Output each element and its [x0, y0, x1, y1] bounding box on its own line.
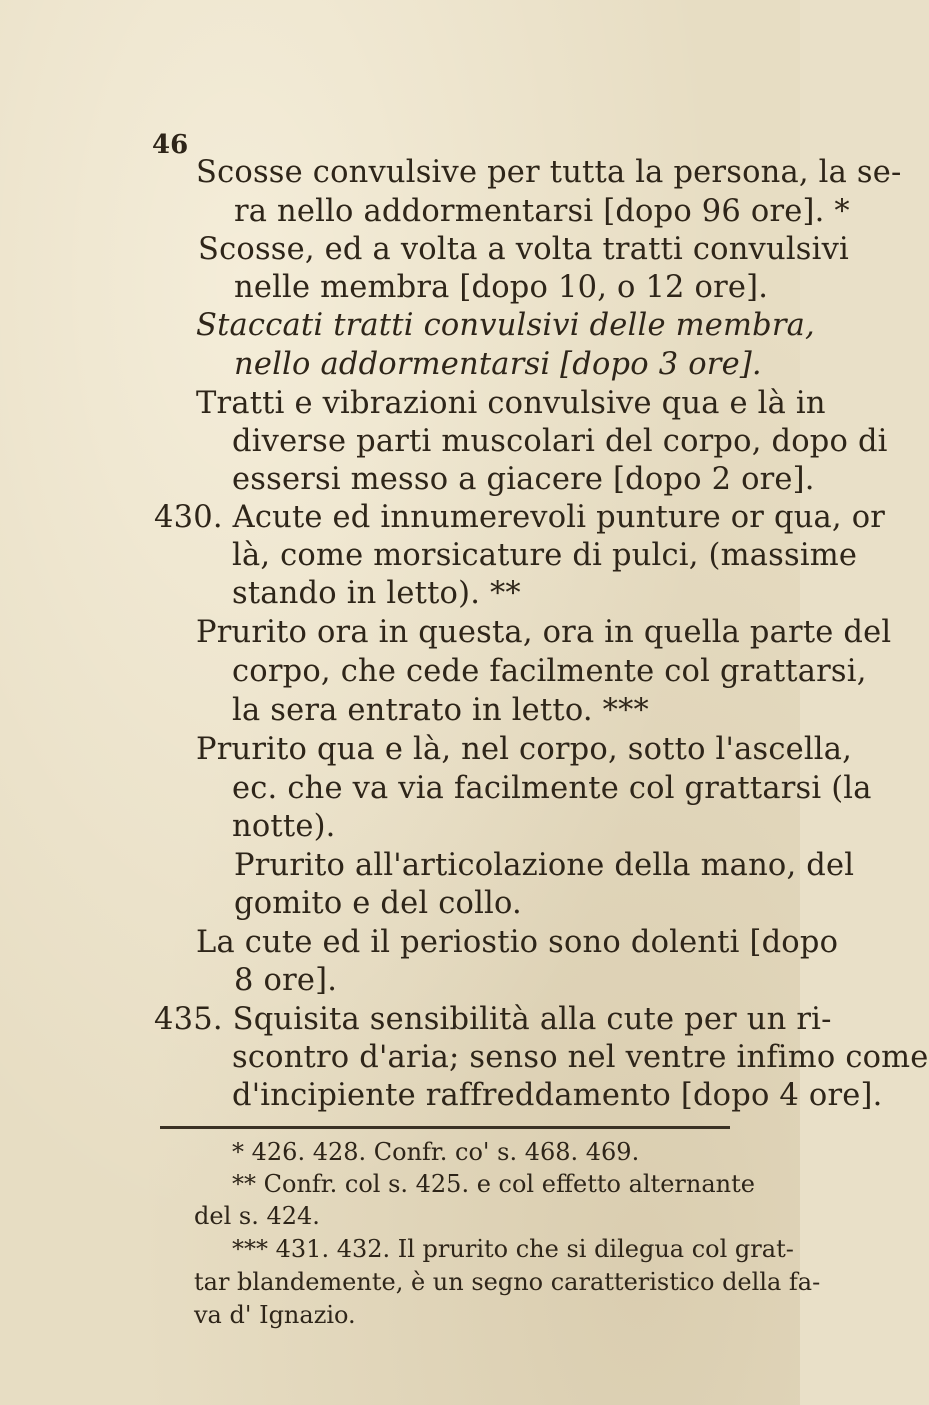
text-line-19: Prurito all'articolazione della mano, del: [234, 848, 855, 883]
text-line-10: 430. Acute ed innumerevoli punture or qua, or: [154, 500, 886, 535]
text-line-24: scontro d'aria; senso nel ventre infimo come: [232, 1040, 929, 1075]
footnote-line-6: va d' Ignazio.: [194, 1301, 356, 1329]
footnote-line-3: del s. 424.: [194, 1202, 320, 1230]
footnote-line-4: *** 431. 432. Il prurito che si dilegua col grat-: [232, 1235, 794, 1263]
text-line-15: la sera entrato in letto. ***: [232, 693, 649, 728]
text-line-14: corpo, che cede facilmente col grattarsi,: [232, 654, 867, 689]
footnote-line-1: * 426. 428. Confr. co' s. 468. 469.: [232, 1138, 640, 1166]
text-line-16: Prurito qua e là, nel corpo, sotto l'ascella,: [196, 732, 853, 767]
text-line-9: essersi messo a giacere [dopo 2 ore].: [232, 462, 815, 497]
footnote-divider: [160, 1126, 730, 1129]
text-line-23: 435. Squisita sensibilità alla cute per un ri-: [154, 1002, 832, 1037]
text-line-18: notte).: [232, 809, 336, 844]
footnote-line-2: ** Confr. col s. 425. e col effetto alternante: [232, 1170, 755, 1198]
text-line-4: nelle membra [dopo 10, o 12 ore].: [234, 270, 769, 305]
page-number: 46: [152, 130, 189, 160]
text-line-21: La cute ed il periostio sono dolenti [dopo: [196, 925, 839, 960]
text-line-5: Staccati tratti convulsivi delle membra,: [196, 308, 815, 343]
text-line-7: Tratti e vibrazioni convulsive qua e là in: [196, 386, 826, 421]
text-line-1: Scosse convulsive per tutta la persona, la se-: [196, 155, 902, 190]
text-line-8: diverse parti muscolari del corpo, dopo di: [232, 424, 888, 459]
text-line-11: là, come morsicature di pulci, (massime: [232, 538, 858, 573]
text-line-25: d'incipiente raffreddamento [dopo 4 ore].: [232, 1078, 883, 1113]
footnote-line-5: tar blandemente, è un segno caratteristico della fa-: [194, 1268, 821, 1296]
text-line-12: stando in letto). **: [232, 576, 521, 611]
text-line-20: gomito e del collo.: [234, 886, 522, 921]
text-line-2: ra nello addormentarsi [dopo 96 ore]. *: [234, 194, 850, 229]
text-line-17: ec. che va via facilmente col grattarsi (la: [232, 771, 872, 806]
text-line-13: Prurito ora in questa, ora in quella parte del: [196, 615, 892, 650]
text-line-6: nello addormentarsi [dopo 3 ore].: [234, 347, 762, 382]
text-line-22: 8 ore].: [234, 963, 338, 998]
text-line-3: Scosse, ed a volta a volta tratti convulsivi: [198, 232, 849, 267]
